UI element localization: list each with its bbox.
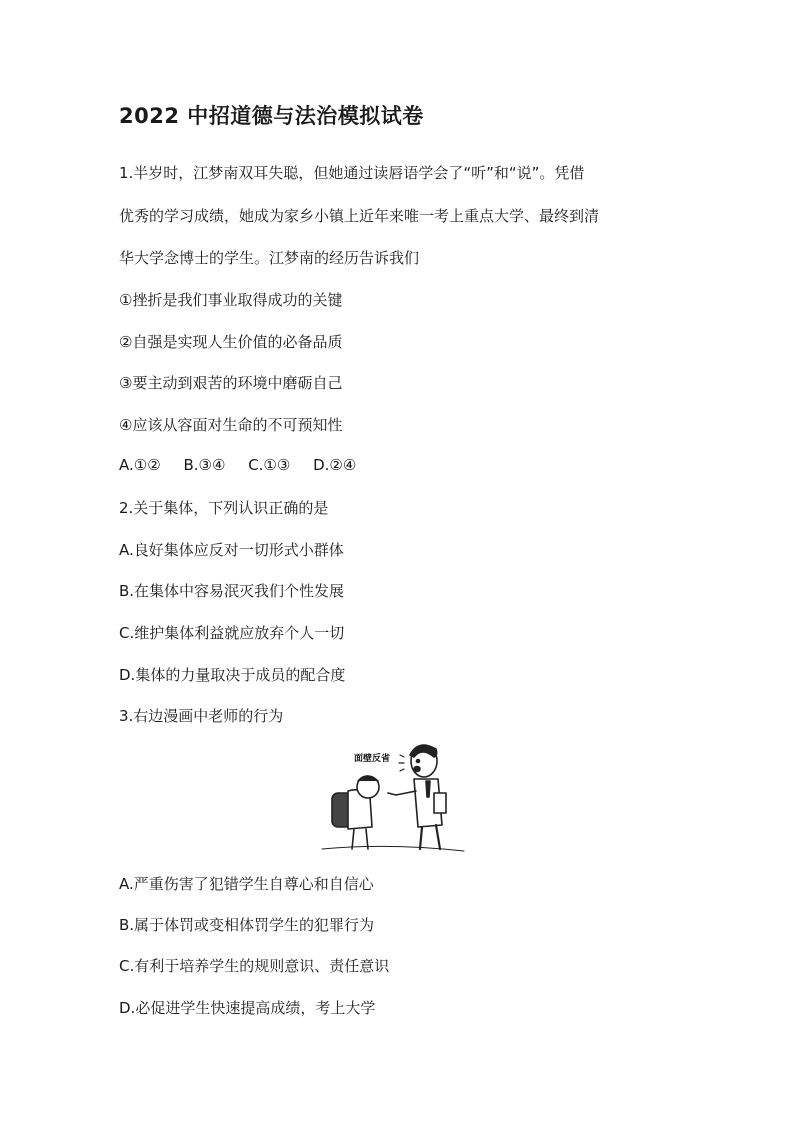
q1-statement-1: ①挫折是我们事业取得成功的关键	[119, 291, 343, 309]
q1-stem-line-1: 1.半岁时，江梦南双耳失聪，但她通过读唇语学会了“听”和“说”。凭借	[119, 164, 585, 182]
q2-option-b: B.在集体中容易泯灭我们个性发展	[119, 582, 345, 600]
q1-options	[119, 456, 374, 474]
q2-option-c: C.维护集体利益就应放弃个人一切	[119, 624, 345, 642]
q1-statement-4: ④应该从容面对生命的不可预知性	[119, 416, 343, 434]
q1-option-b: B.③④	[183, 456, 226, 474]
q1-statement-2: ②自强是实现人生价值的必备品质	[119, 333, 343, 351]
q3-option-b: B.属于体罚或变相体罚学生的犯罪行为	[119, 916, 375, 934]
q3-stem: 3.右边漫画中老师的行为	[119, 707, 284, 725]
q1-option-a: A.①②	[119, 456, 161, 474]
teacher-student-cartoon	[318, 735, 466, 855]
q2-option-a: A.良好集体应反对一切形式小群体	[119, 541, 344, 559]
q3-option-c: C.有利于培养学生的规则意识、责任意识	[119, 957, 390, 975]
exam-title: 2022 中招道德与法治模拟试卷	[119, 104, 424, 128]
q1-option-c: C.①③	[248, 456, 291, 474]
q1-option-d: D.②④	[313, 456, 357, 474]
q1-statement-3: ③要主动到艰苦的环境中磨砺自己	[119, 374, 343, 392]
cartoon-illustration	[318, 735, 466, 855]
q3-option-a: A.严重伤害了犯错学生自尊心和自信心	[119, 875, 374, 893]
q1-stem-line-2: 优秀的学习成绩，她成为家乡小镇上近年来唯一考上重点大学、最终到清	[119, 207, 600, 225]
q1-stem-line-3: 华大学念博士的学生。江梦南的经历告诉我们	[119, 249, 420, 267]
cartoon-caption: 面壁反省	[354, 754, 391, 764]
q2-option-d: D.集体的力量取决于成员的配合度	[119, 666, 346, 684]
q2-stem: 2.关于集体，下列认识正确的是	[119, 499, 329, 517]
q3-option-d: D.必促进学生快速提高成绩，考上大学	[119, 999, 376, 1017]
